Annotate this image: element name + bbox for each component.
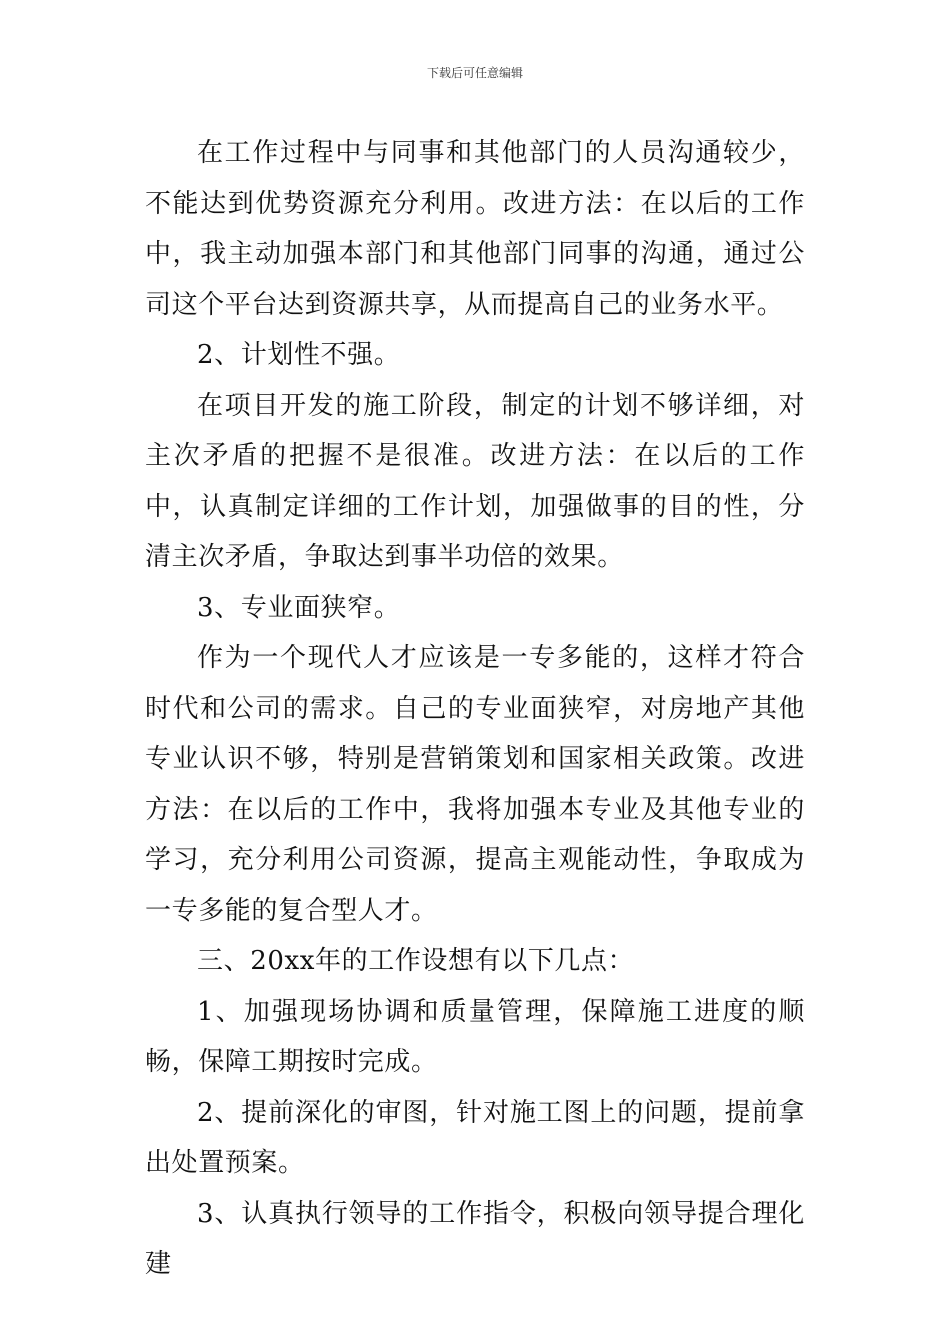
- list-item-2: 2、提前深化的审图，针对施工图上的问题，提前拿出处置预案。: [145, 1097, 805, 1178]
- paragraph-communication: 在工作过程中与同事和其他部门的人员沟通较少，不能达到优势资源充分利用。改进方法：在以后的工作中，我主动加强本部门和其他部门同事的沟通，通过公司这个平台达到资源共享，从而提高自己的业务水平。: [145, 138, 805, 320]
- heading-planning: 2、计划性不强。: [197, 340, 401, 370]
- document-body: [145, 128, 805, 1290]
- heading-work-plan: 三、20xx年的工作设想有以下几点：: [197, 946, 635, 976]
- paragraph-planning: 在项目开发的施工阶段，制定的计划不够详细，对主次矛盾的把握不是很准。改进方法：在以后的工作中，认真制定详细的工作计划，加强做事的目的性，分清主次矛盾，争取达到事半功倍的效果。: [145, 390, 805, 572]
- heading-narrow-expertise: 3、专业面狭窄。: [197, 592, 401, 623]
- page-header: 下载后可任意编辑: [426, 66, 523, 80]
- list-item-3: 3、认真执行领导的工作指令，积极向领导提合理化建: [145, 1198, 805, 1279]
- list-item-1: 1、加强现场协调和质量管理，保障施工进度的顺畅，保障工期按时完成。: [145, 996, 805, 1077]
- paragraph-narrow-expertise: 作为一个现代人才应该是一专多能的，这样才符合时代和公司的需求。自己的专业面狭窄，对房地产其他专业认识不够，特别是营销策划和国家相关政策。改进方法：在以后的工作中，我将加强本专业及其他专业的学习，充分利用公司资源，提高主观能动性，争取成为一专多能的复合型人才。: [145, 643, 805, 926]
